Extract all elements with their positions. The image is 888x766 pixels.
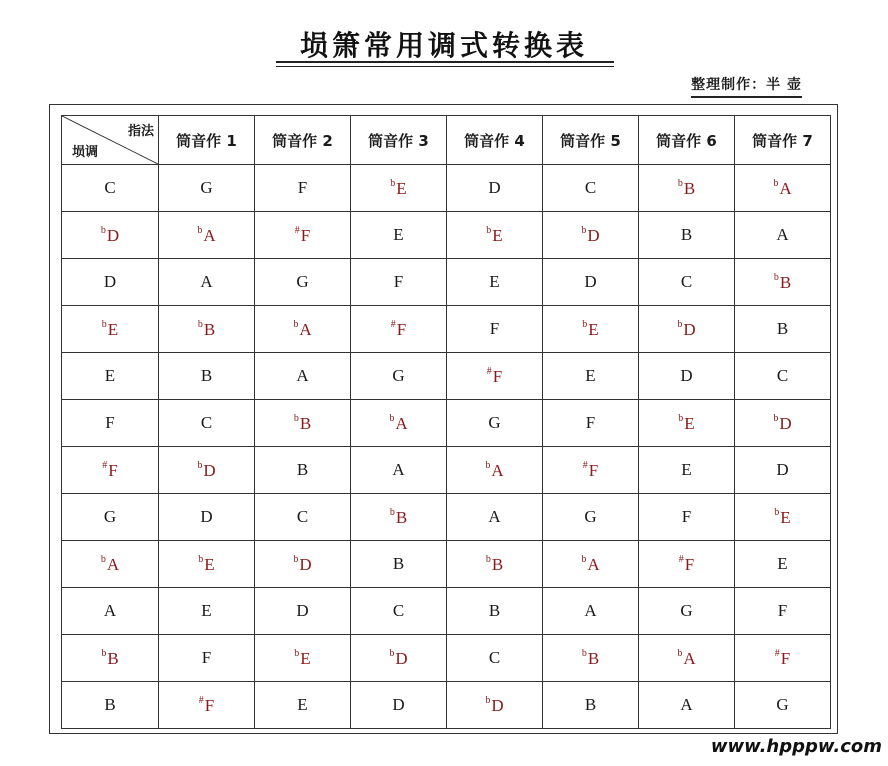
table-row	[62, 682, 831, 729]
note-cell: C	[543, 165, 639, 212]
note-letter: A	[491, 460, 504, 480]
note-letter: F	[780, 648, 791, 668]
note-cell	[159, 306, 255, 353]
sharp-sign: #	[198, 694, 204, 706]
note-cell	[159, 541, 255, 588]
flat-sign: b	[581, 647, 587, 659]
note-letter: B	[395, 507, 408, 527]
flat-sign: b	[678, 412, 684, 424]
note-letter: F	[108, 460, 118, 480]
note-cell	[255, 400, 351, 447]
note-cell	[255, 541, 351, 588]
xun-key-cell: G	[62, 494, 159, 541]
note-letter: B	[299, 413, 312, 433]
flat-sign: b	[101, 318, 107, 330]
note-cell	[639, 635, 735, 682]
note-cell: F	[447, 306, 543, 353]
author-credit: 整理制作：半 壶	[691, 74, 802, 98]
note-cell	[351, 306, 447, 353]
flat-sign: b	[293, 318, 299, 330]
sharp-sign: #	[102, 459, 108, 471]
note-letter: A	[106, 554, 120, 574]
sharp-sign: #	[294, 224, 300, 236]
sharp-sign: #	[486, 365, 492, 377]
note-cell: D	[351, 682, 447, 729]
flat-sign: b	[773, 177, 779, 189]
table-row	[62, 306, 831, 353]
flat-sign: b	[677, 647, 683, 659]
note-letter: D	[203, 460, 216, 480]
fingering-label: 指法	[127, 124, 154, 139]
flat-sign: b	[389, 647, 395, 659]
column-header: 筒音作 6	[639, 116, 735, 165]
flat-sign: b	[389, 506, 395, 518]
note-cell: D	[735, 447, 831, 494]
note-cell: A	[639, 682, 735, 729]
note-cell	[447, 353, 543, 400]
note-letter: F	[204, 695, 215, 715]
note-letter: E	[780, 507, 791, 527]
table-row	[62, 494, 831, 541]
table-body	[62, 165, 831, 729]
note-letter: A	[779, 178, 792, 198]
sharp-sign: #	[774, 647, 780, 659]
header-row	[62, 116, 831, 165]
note-cell: A	[735, 212, 831, 259]
note-cell: E	[639, 447, 735, 494]
column-header: 筒音作 7	[735, 116, 831, 165]
note-cell: C	[735, 353, 831, 400]
flat-sign: b	[100, 553, 106, 565]
xun-key-cell	[62, 306, 159, 353]
note-cell	[543, 447, 639, 494]
note-cell: F	[255, 165, 351, 212]
note-letter: B	[587, 648, 600, 668]
note-cell	[351, 400, 447, 447]
note-cell: F	[351, 259, 447, 306]
corner-header-cell	[62, 116, 159, 165]
flat-sign: b	[293, 553, 299, 565]
xun-key-cell	[62, 635, 159, 682]
note-cell: G	[735, 682, 831, 729]
note-cell	[447, 447, 543, 494]
flat-sign: b	[677, 318, 683, 330]
title-rule-thick	[276, 61, 614, 63]
note-cell: F	[735, 588, 831, 635]
note-cell	[735, 400, 831, 447]
note-letter: E	[492, 225, 503, 245]
flat-sign: b	[101, 647, 107, 659]
flat-sign: b	[581, 553, 587, 565]
sharp-sign: #	[390, 318, 396, 330]
column-header: 筒音作 2	[255, 116, 351, 165]
table-row	[62, 635, 831, 682]
note-letter: F	[588, 460, 599, 480]
note-cell: F	[639, 494, 735, 541]
note-cell	[735, 494, 831, 541]
flat-sign: b	[486, 224, 492, 236]
note-cell: G	[639, 588, 735, 635]
flat-sign: b	[197, 224, 203, 236]
flat-sign: b	[198, 553, 204, 565]
note-letter: F	[396, 319, 407, 339]
flat-sign: b	[294, 647, 300, 659]
flat-sign: b	[677, 177, 683, 189]
note-letter: A	[203, 225, 216, 245]
note-cell	[159, 682, 255, 729]
table-row	[62, 165, 831, 212]
note-letter: B	[491, 554, 504, 574]
flat-sign: b	[293, 412, 299, 424]
table-row	[62, 212, 831, 259]
note-cell	[543, 212, 639, 259]
note-cell	[447, 212, 543, 259]
flat-sign: b	[582, 318, 588, 330]
note-cell	[639, 165, 735, 212]
note-cell: D	[447, 165, 543, 212]
note-cell: D	[255, 588, 351, 635]
title-rule-thin	[276, 66, 614, 67]
note-letter: A	[395, 413, 408, 433]
xun-key-cell: B	[62, 682, 159, 729]
note-cell: A	[255, 353, 351, 400]
note-cell: E	[255, 682, 351, 729]
note-cell	[255, 212, 351, 259]
sharp-sign: #	[582, 459, 588, 471]
note-cell: G	[255, 259, 351, 306]
note-letter: F	[492, 366, 503, 386]
note-cell: C	[255, 494, 351, 541]
note-cell: D	[159, 494, 255, 541]
note-letter: F	[300, 225, 311, 245]
note-cell: C	[351, 588, 447, 635]
flat-sign: b	[390, 177, 396, 189]
note-cell	[735, 165, 831, 212]
note-cell: B	[543, 682, 639, 729]
note-cell: E	[447, 259, 543, 306]
xun-key-cell	[62, 212, 159, 259]
note-cell: D	[543, 259, 639, 306]
xun-key-cell: D	[62, 259, 159, 306]
flat-sign: b	[485, 459, 491, 471]
note-cell: E	[543, 353, 639, 400]
note-letter: E	[107, 319, 119, 339]
page-title: 埙箫常用调式转换表	[299, 29, 588, 62]
note-cell: D	[639, 353, 735, 400]
note-letter: E	[684, 413, 695, 433]
note-letter: E	[588, 319, 599, 339]
flat-sign: b	[197, 318, 203, 330]
note-cell: B	[447, 588, 543, 635]
note-cell: B	[639, 212, 735, 259]
note-cell: A	[543, 588, 639, 635]
table-row	[62, 541, 831, 588]
note-letter: D	[683, 319, 696, 339]
note-cell: B	[735, 306, 831, 353]
note-cell: E	[351, 212, 447, 259]
note-cell: B	[351, 541, 447, 588]
note-letter: D	[299, 554, 312, 574]
note-cell	[255, 306, 351, 353]
column-header: 筒音作 1	[159, 116, 255, 165]
flat-sign: b	[485, 694, 491, 706]
note-cell	[639, 541, 735, 588]
flat-sign: b	[197, 459, 203, 471]
note-cell	[159, 447, 255, 494]
note-cell	[543, 541, 639, 588]
note-letter: E	[204, 554, 215, 574]
note-cell: A	[351, 447, 447, 494]
column-header: 筒音作 5	[543, 116, 639, 165]
note-cell	[735, 635, 831, 682]
note-letter: B	[779, 272, 792, 292]
flat-sign: b	[485, 553, 491, 565]
note-cell: G	[351, 353, 447, 400]
note-cell: F	[543, 400, 639, 447]
flat-sign: b	[774, 506, 780, 518]
note-cell: A	[447, 494, 543, 541]
note-letter: E	[300, 648, 311, 668]
flat-sign: b	[773, 271, 779, 283]
note-cell: C	[447, 635, 543, 682]
note-cell: A	[159, 259, 255, 306]
note-cell	[639, 306, 735, 353]
note-letter: D	[587, 225, 600, 245]
note-letter: A	[299, 319, 312, 339]
note-cell	[447, 541, 543, 588]
note-letter: D	[395, 648, 408, 668]
note-cell	[735, 259, 831, 306]
note-cell: F	[159, 635, 255, 682]
note-cell: E	[159, 588, 255, 635]
note-cell	[159, 212, 255, 259]
note-cell: G	[447, 400, 543, 447]
note-letter: B	[203, 319, 216, 339]
note-cell: B	[159, 353, 255, 400]
note-cell	[543, 635, 639, 682]
note-cell: G	[543, 494, 639, 541]
note-cell	[255, 635, 351, 682]
flat-sign: b	[773, 412, 779, 424]
xun-key-cell: A	[62, 588, 159, 635]
table-row	[62, 447, 831, 494]
note-letter: F	[684, 554, 695, 574]
xun-key-cell	[62, 447, 159, 494]
table-row	[62, 353, 831, 400]
note-cell	[351, 635, 447, 682]
note-letter: D	[106, 225, 120, 245]
watermark: www.hpppw.com	[682, 736, 882, 758]
note-cell: E	[735, 541, 831, 588]
note-cell: C	[639, 259, 735, 306]
note-cell	[447, 682, 543, 729]
column-header: 筒音作 3	[351, 116, 447, 165]
note-letter: D	[779, 413, 792, 433]
xun-key-cell: C	[62, 165, 159, 212]
flat-sign: b	[389, 412, 395, 424]
note-letter: E	[396, 178, 407, 198]
xun-key-cell: F	[62, 400, 159, 447]
column-header: 筒音作 4	[447, 116, 543, 165]
flat-sign: b	[581, 224, 587, 236]
note-cell: C	[159, 400, 255, 447]
xun-key-label: 埙调	[72, 145, 99, 160]
note-cell: B	[255, 447, 351, 494]
table-row	[62, 259, 831, 306]
note-cell	[351, 494, 447, 541]
key-conversion-table	[61, 115, 831, 729]
table-row	[62, 588, 831, 635]
xun-key-cell	[62, 541, 159, 588]
note-cell	[543, 306, 639, 353]
note-cell: G	[159, 165, 255, 212]
flat-sign: b	[100, 224, 106, 236]
note-letter: A	[683, 648, 696, 668]
note-cell	[639, 400, 735, 447]
sharp-sign: #	[678, 553, 684, 565]
note-letter: A	[587, 554, 600, 574]
table-row	[62, 400, 831, 447]
note-letter: B	[683, 178, 696, 198]
note-letter: D	[491, 695, 504, 715]
xun-key-cell: E	[62, 353, 159, 400]
note-letter: B	[107, 648, 119, 668]
note-cell	[351, 165, 447, 212]
